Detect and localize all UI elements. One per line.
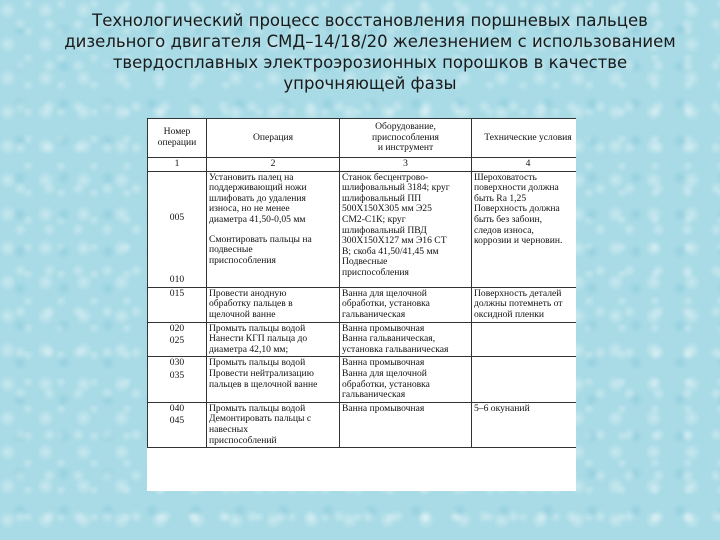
- cell-text-line: Установить палец на: [209, 172, 294, 183]
- equipment-cell: [340, 357, 472, 402]
- cell-text-line: щелочной ванне: [209, 309, 276, 320]
- cell-text-line: подвесные: [209, 245, 253, 256]
- cell-text-line: Ванна гальваническая,: [342, 334, 436, 345]
- cell-text-line: шлифовальный ПП: [342, 193, 422, 204]
- equipment-cell: [340, 287, 472, 322]
- cell-text-line: навесных: [209, 424, 248, 435]
- op-number: 025: [169, 335, 185, 347]
- equipment-cell: [340, 402, 472, 447]
- cell-text-line: Нанести КГП пальца до: [209, 334, 308, 345]
- column-number: 1: [148, 158, 207, 172]
- cell-text-line: быть Ra 1,25: [474, 193, 527, 204]
- cell-text-line: приспособления: [209, 255, 276, 266]
- header-op-number: Номер операции: [148, 119, 207, 158]
- cell-text-line: 300Х150Х127 мм Э16 СТ: [342, 236, 447, 247]
- op-number-cell: [148, 402, 207, 447]
- process-table-image: [147, 118, 576, 491]
- table-row: [148, 171, 577, 287]
- operation-cell: [207, 287, 340, 322]
- cell-text-line: пальцев в щелочной ванне: [209, 379, 318, 390]
- cell-text-line: шлифовать до удаления: [209, 193, 306, 204]
- cell-text-line: оксидной пленки: [474, 309, 545, 320]
- cell-text-line: диаметра 42,10 мм;: [209, 344, 289, 355]
- title-line: Технологический процесс восстановления поршневых пальцев: [92, 11, 648, 30]
- cell-text-line: Промыть пальцы водой: [209, 403, 306, 414]
- cell-text-line: обработки, установка: [342, 379, 430, 390]
- cell-text-line: должны потемнеть от: [474, 299, 563, 310]
- cell-text-line: гальваническая: [342, 390, 406, 401]
- cell-text-line: 500Х150Х305 мм Э25: [342, 204, 432, 215]
- column-number-row: [148, 158, 577, 172]
- cell-text-line: поддерживающий ножи: [209, 183, 307, 194]
- cell-text-line: Ванна для щелочной: [342, 288, 427, 299]
- op-number: 020: [169, 322, 185, 334]
- title-line: твердосплавных электроэрозионных порошков в качестве: [112, 53, 628, 72]
- operation-cell: [207, 322, 340, 357]
- title-line: упрочняющей фазы: [283, 74, 457, 93]
- column-number: 4: [472, 158, 577, 172]
- cell-text-line: Ванна промывочная: [342, 323, 425, 334]
- cell-text-line: 5–6 окунаний: [474, 403, 530, 414]
- op-number: 030: [169, 357, 185, 369]
- cell-text-line: Промыть пальцы водой: [209, 358, 306, 369]
- cell-text-line: Провести нейтрализацию: [209, 368, 314, 379]
- cell-text-line: Поверхность должна: [474, 204, 560, 215]
- op-number: 010: [169, 274, 185, 286]
- cell-text-line: Провести анодную: [209, 288, 287, 299]
- cell-text-line: поверхности должна: [474, 183, 559, 194]
- table-row: [148, 287, 577, 322]
- header-equipment: Оборудование, приспособления и инструмент: [340, 119, 472, 158]
- cell-text-line: коррозии и черновин.: [474, 236, 563, 247]
- op-number-cell: [148, 171, 207, 287]
- cell-text-line: Подвесные: [342, 257, 388, 268]
- operation-cell: [207, 171, 340, 287]
- table-row: [148, 357, 577, 402]
- cell-text-line: Ванна для щелочной: [342, 368, 427, 379]
- header-conditions: Технические условия: [472, 119, 577, 158]
- cell-text-line: В; скоба 41,50/41,45 мм: [342, 246, 439, 257]
- cell-text-line: следов износа,: [474, 225, 534, 236]
- column-number: 2: [207, 158, 340, 172]
- op-number-cell: [148, 357, 207, 402]
- cell-text-line: шлифовальный 3184; круг: [342, 183, 450, 194]
- cell-text-line: обработки, установка: [342, 299, 430, 310]
- table-header-row: [148, 119, 577, 158]
- cell-text-line: СМ2-С1К; круг: [342, 214, 406, 225]
- op-number: 005: [169, 211, 185, 223]
- cell-text-line: Демонтировать пальцы с: [209, 414, 312, 425]
- op-number: 015: [169, 287, 185, 299]
- slide-title: [40, 10, 700, 94]
- cell-text-line: Ванна промывочная: [342, 358, 425, 369]
- operation-cell: [207, 402, 340, 447]
- cell-text-line: износа, но не менее: [209, 204, 290, 215]
- conditions-cell: [472, 287, 577, 322]
- op-number-cell: [148, 287, 207, 322]
- cell-text-line: приспособления: [342, 267, 409, 278]
- title-line: дизельного двигателя СМД–14/18/20 железнением с использованием: [64, 32, 676, 51]
- cell-text-line: диаметра 41,50-0,05 мм: [209, 214, 306, 225]
- cell-text-line: Смонтировать пальцы на: [209, 234, 312, 245]
- cell-text-line: Поверхность деталей: [474, 288, 562, 299]
- equipment-cell: [340, 171, 472, 287]
- cell-text-line: Шероховатость: [474, 172, 537, 183]
- cell-text-line: гальваническая: [342, 309, 406, 320]
- column-number: 3: [340, 158, 472, 172]
- conditions-cell: [472, 357, 577, 402]
- cell-text-line: Промыть пальцы водой: [209, 323, 306, 334]
- cell-text-line: обработку пальцев в: [209, 299, 293, 310]
- conditions-cell: [472, 171, 577, 287]
- table-row: [148, 402, 577, 447]
- equipment-cell: [340, 322, 472, 357]
- header-operation: Операция: [207, 119, 340, 158]
- cell-text-line: шлифовальный ПВД: [342, 225, 427, 236]
- op-number: 040: [169, 402, 185, 414]
- cell-text-line: приспособлений: [209, 435, 277, 446]
- conditions-cell: [472, 402, 577, 447]
- op-number-cell: [148, 322, 207, 357]
- cell-text-line: установка гальваническая: [342, 344, 449, 355]
- cell-text-line: Ванна промывочная: [342, 403, 425, 414]
- process-table: [147, 118, 576, 448]
- conditions-cell: [472, 322, 577, 357]
- op-number: 035: [169, 369, 185, 381]
- cell-text-line: [209, 226, 337, 235]
- op-number: 045: [169, 415, 185, 427]
- cell-text-line: быть без забоин,: [474, 214, 543, 225]
- table-row: [148, 322, 577, 357]
- cell-text-line: Станок бесцентрово-: [342, 172, 429, 183]
- operation-cell: [207, 357, 340, 402]
